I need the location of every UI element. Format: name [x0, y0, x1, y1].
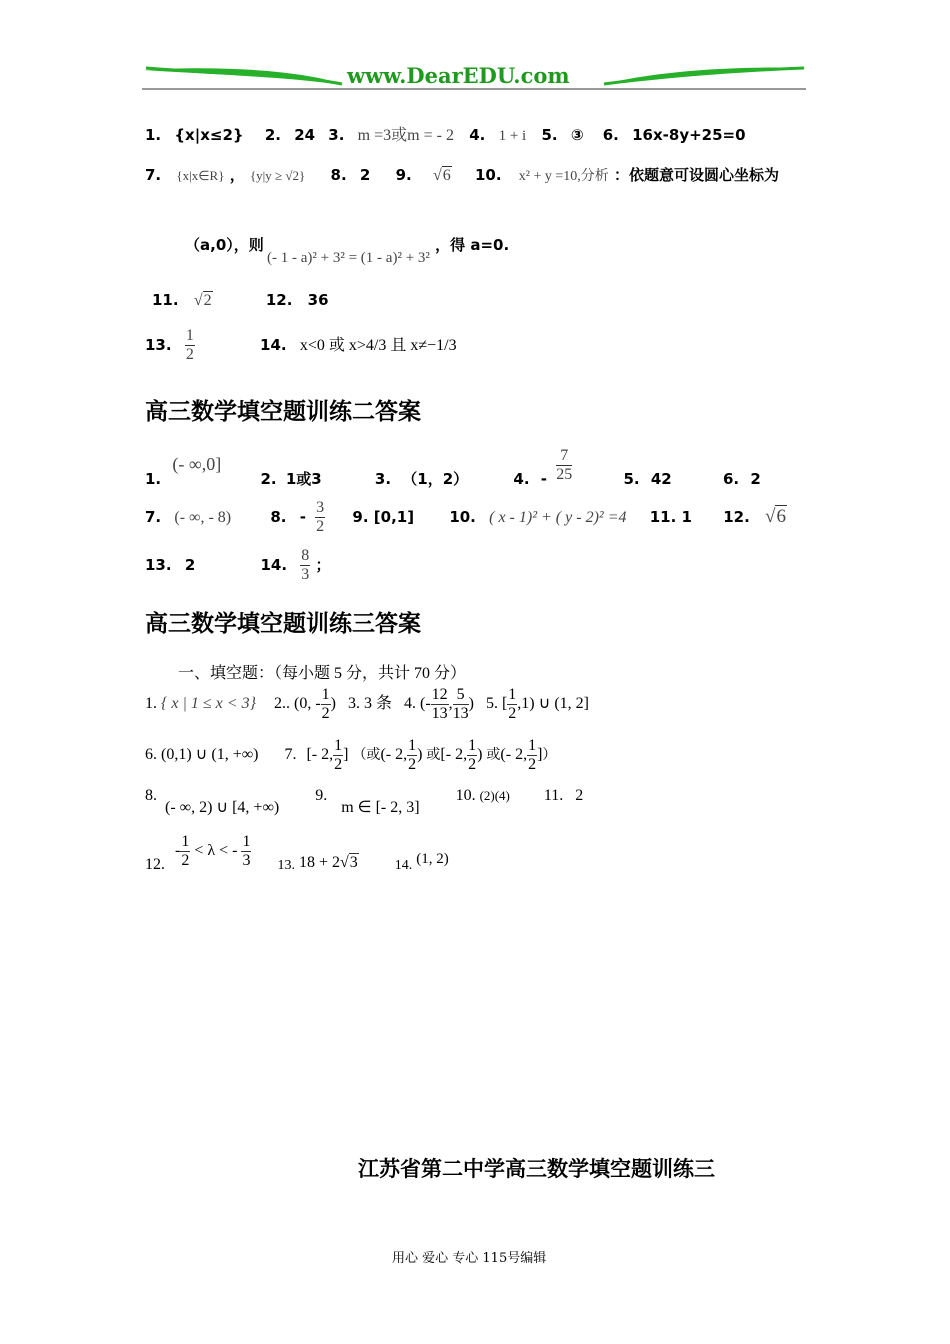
fraction: $\frac{12}{13}$ — [431, 686, 448, 722]
answer-value: 2 — [750, 470, 761, 488]
answer-value: 1 — [681, 508, 692, 526]
answer-row-9: 1. { x | 1 ≤ x < 3} 2.. (0, - $\frac{1}{2}$ ) 3. 3 条 4. (- $\frac{12}{13}$ , $\frac{5}{13}$ ) 5. [ $\frac{1}{2}$ ,1) ∪ (1, 2] — [145, 686, 589, 722]
answer-value: (1, 2) — [416, 851, 449, 868]
section-title: 高三数学填空题训练三答案 — [145, 611, 421, 637]
fraction: $\frac{8}{3}$ — [301, 547, 310, 583]
answer-value: (- ∞, 2) ∪ [4, +∞) — [165, 799, 280, 816]
item-number: 9. — [315, 787, 328, 804]
item-number: 6. — [602, 126, 619, 144]
item-number: 10. — [455, 787, 476, 804]
answer-value: 3 条 — [363, 695, 392, 713]
item-number: 8. — [270, 508, 287, 526]
item-number: 8. — [330, 166, 347, 184]
explanation-text: ：依题意可设圆心坐标为 — [614, 166, 780, 184]
item-number: 14. — [260, 336, 287, 354]
item-number: 11. — [152, 291, 179, 309]
fraction: $\frac{1}{2}$ — [408, 737, 417, 773]
item-number: 12. — [265, 291, 293, 309]
answer-value: ③ — [570, 126, 584, 144]
fraction: $\frac{1}{2}$ — [185, 327, 194, 363]
item-number: 11. — [649, 508, 677, 526]
item-number: 6. — [145, 746, 157, 764]
answer-value: √6 — [765, 506, 786, 527]
item-number: 12. — [145, 856, 165, 874]
item-number: 2. — [264, 126, 281, 144]
answer-row-2: 7. {x|x∈R} ， {y|y ≥ √2} 8. 2 9. √6 10. x² + y =10,分析 ：依题意可设圆心坐标为 — [145, 166, 780, 184]
item-number: 4. — [469, 126, 486, 144]
answer-value: [0,1] — [373, 508, 415, 526]
header-logo — [142, 62, 806, 92]
answer-value: 1或3 — [285, 470, 322, 488]
answer-value: 2 — [359, 166, 371, 184]
answer-value: √6 — [432, 167, 451, 184]
explanation-text: （a,0），则 — [185, 236, 264, 254]
fraction: $\frac{3}{2}$ — [316, 499, 325, 535]
answer-row-5 — [145, 328, 457, 363]
item-number: 11. — [543, 787, 564, 804]
answer-value: (0,1) ∪ (1, +∞) — [161, 746, 259, 764]
item-number: 5. — [623, 470, 640, 488]
section-title: 高三数学填空题训练二答案 — [145, 399, 421, 425]
item-number: 1. — [145, 470, 162, 488]
item-number: 13. — [145, 336, 172, 354]
answer-value: {x|x∈R} — [176, 168, 225, 183]
fraction: $\frac{7}{25}$ — [556, 447, 573, 483]
answer-value: 1 + i — [498, 128, 527, 144]
answer-row-12: 12. - $\frac{1}{2}$ < λ < - $\frac{1}{3}$ 13. 18 + 2√3 14. (1, 2) — [145, 833, 449, 874]
item-number: 13. — [277, 858, 295, 874]
fraction: $\frac{1}{2}$ — [334, 737, 343, 773]
item-number: 4. — [403, 695, 416, 713]
equation: (- 1 - a)² + 3² = (1 - a)² + 3² — [267, 250, 430, 266]
answer-value: {y|y ≥ √2} — [249, 168, 306, 183]
answer-value: 24 — [294, 126, 316, 144]
item-number: 5. — [541, 126, 558, 144]
answer-value: 36 — [307, 291, 329, 309]
item-number: 4. — [513, 470, 530, 488]
answer-value: x<0 或 x>4/3 且 x≠−1/3 — [299, 337, 457, 354]
answer-value: m =3或m = - 2 — [357, 127, 454, 144]
answer-row-11 — [145, 785, 584, 816]
item-number: 12. — [723, 508, 750, 526]
item-number: 3. — [328, 126, 345, 144]
answer-value: 2 — [575, 787, 584, 804]
item-number: 10. — [474, 166, 502, 184]
item-number: 1. — [145, 126, 162, 144]
item-number: 7. — [145, 508, 162, 526]
answer-value: 42 — [650, 470, 672, 488]
item-number: 13. — [145, 556, 172, 574]
answer-value: (2)(4) — [479, 788, 510, 803]
fraction: $\frac{1}{2}$ — [181, 833, 190, 869]
answer-value: (- ∞, - 8) — [174, 509, 232, 526]
answer-value: {x|x≤2} — [174, 126, 244, 144]
fraction: $\frac{1}{2}$ — [528, 737, 537, 773]
fraction: $\frac{1}{2}$ — [468, 737, 477, 773]
fraction: $\frac{1}{3}$ — [242, 833, 251, 869]
answer-value: ( x - 1)² + ( y - 2)² =4 — [489, 509, 627, 526]
logo-text: www.DearEDU.com — [347, 63, 570, 88]
item-number: 8. — [145, 787, 157, 804]
item-number: 14. — [394, 858, 413, 874]
answer-value: 2 — [184, 556, 196, 574]
answer-row-4 — [152, 291, 329, 310]
fraction: $\frac{1}{2}$ — [508, 686, 517, 722]
explanation-text: ，得 a=0. — [435, 236, 510, 254]
answer-row-1 — [145, 122, 746, 145]
item-number: 14. — [260, 556, 288, 574]
fraction: $\frac{5}{13}$ — [452, 686, 469, 722]
answer-row-8: 13. 2 14. $\frac{8}{3}$ ； — [145, 547, 331, 583]
item-number: 1. — [145, 695, 157, 713]
answer-row-6: 1. (- ∞,0] 2. 1或3 3. （1，2） 4. - $\frac{7}{25}$ 5. 42 6. 2 — [145, 447, 761, 488]
item-number: 5. — [485, 695, 498, 713]
item-number: 7. — [145, 166, 162, 184]
item-number: 10. — [449, 508, 476, 526]
answer-value: √2 — [193, 292, 212, 309]
answer-row-3 — [185, 234, 510, 266]
answer-value: { x | 1 ≤ x < 3} — [161, 695, 256, 713]
answer-value: 16x-8y+25=0 — [632, 126, 746, 144]
school-title: 江苏省第二中学高三数学填空题训练三 — [358, 1157, 715, 1181]
item-number: 3. — [374, 470, 392, 488]
item-number: 2. — [260, 470, 277, 488]
answer-row-10: 6. (0,1) ∪ (1, +∞) 7. [- 2, $\frac{1}{2}$ ] （或(- 2, $\frac{1}{2}$ ) 或[- 2, $\frac{1}{2}$ ) 或(- 2, $\frac{1}{2}$ ]） — [145, 737, 557, 773]
item-number: 9. — [352, 508, 369, 526]
item-number: 7. — [284, 746, 297, 764]
fraction: $\frac{1}{2}$ — [321, 686, 330, 722]
answer-value: x² + y =10,分析 — [518, 169, 609, 184]
answer-value: （1，2） — [402, 470, 469, 488]
answer-value: m ∈ [- 2, 3] — [341, 799, 420, 816]
item-number: 3. — [347, 695, 360, 713]
section-intro: 一、填空题：（每小题 5 分，共计 70 分） — [178, 665, 467, 682]
item-number: 2.. — [273, 695, 290, 713]
page-footer: 用心 爱心 专心 115号编辑 — [392, 1251, 547, 1266]
item-number: 6. — [722, 470, 740, 488]
answer-row-7: 7. (- ∞, - 8) 8. - $\frac{3}{2}$ 9. [0,1] 10. ( x - 1)² + ( y - 2)² =4 11. 1 12. √6 — [145, 499, 786, 535]
item-number: 9. — [395, 166, 412, 184]
answer-value: (- ∞,0] — [172, 454, 222, 474]
